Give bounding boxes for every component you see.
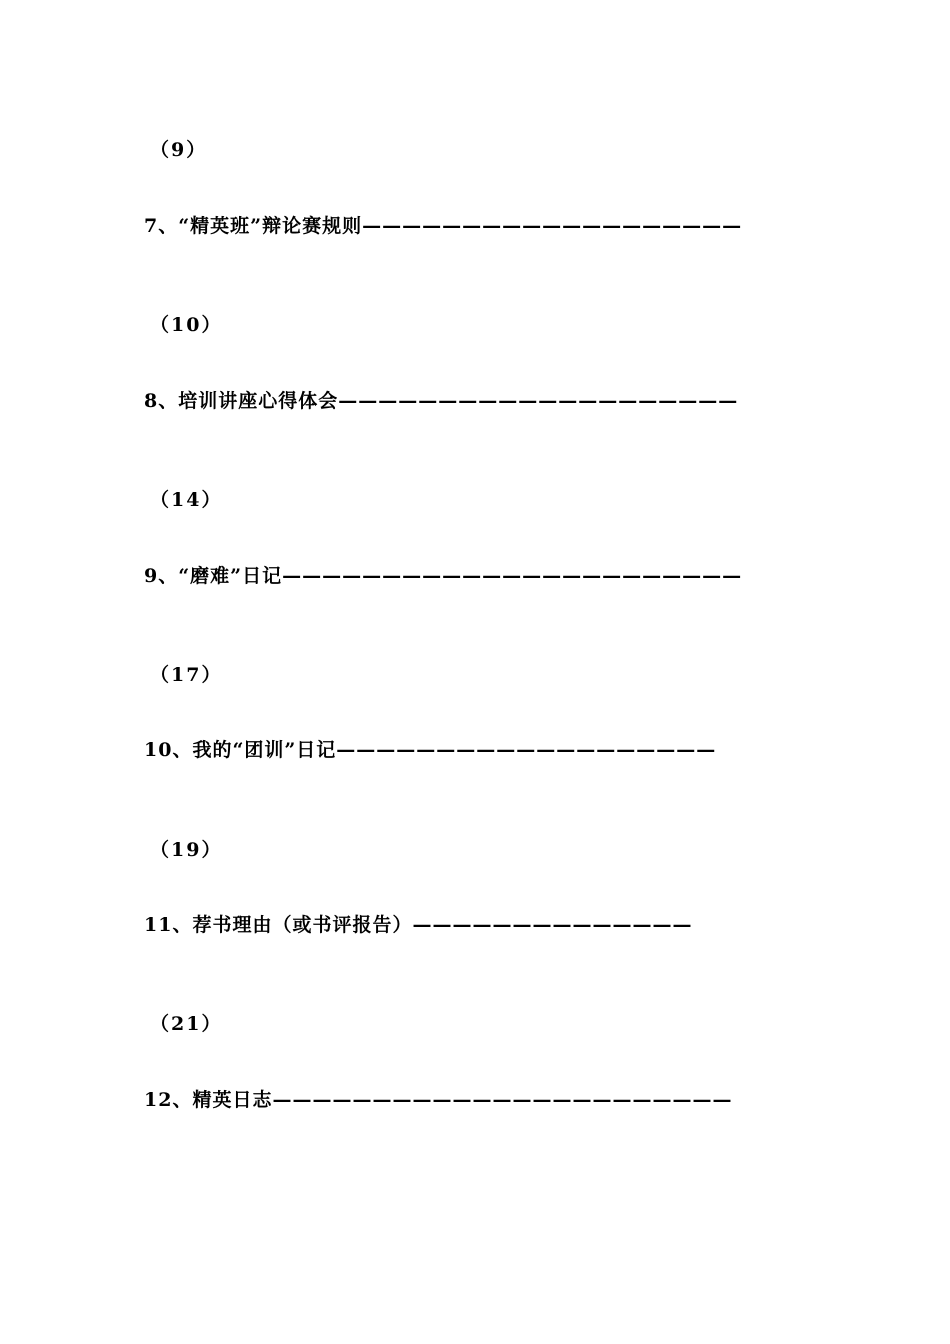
toc-page-number: （14） [150,489,223,511]
toc-page-number: （19） [150,839,223,861]
toc-entry: 9、“磨难”日记——————————————————————— [144,565,743,587]
toc-entry: 7、“精英班”辩论赛规则——————————————————— [144,215,743,237]
toc-entry: 11、荐书理由（或书评报告）—————————————— [144,914,693,936]
toc-entry: 10、我的“团训”日记——————————————————— [144,739,717,761]
toc-entry: 8、培训讲座心得体会———————————————————— [144,390,739,412]
toc-page-number: （9） [150,139,208,161]
toc-page-number: （21） [150,1013,223,1035]
toc-page-number: （10） [150,314,223,336]
toc-page-number: （17） [150,664,223,686]
toc-entry: 12、精英日志——————————————————————— [144,1089,733,1111]
